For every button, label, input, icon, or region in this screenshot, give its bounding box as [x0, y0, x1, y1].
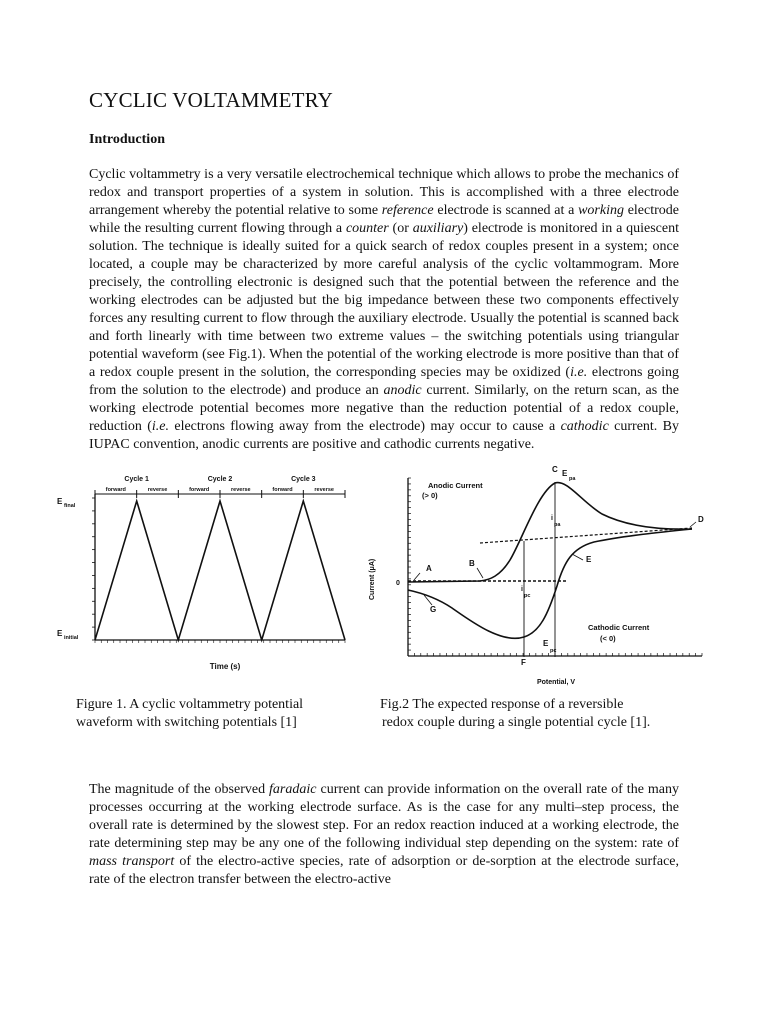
text-run: electrons going from the solution to the electrode) and produce an [89, 365, 680, 398]
faradaic-paragraph [89, 781, 679, 889]
e-initial-subscript: initial [64, 635, 79, 641]
ipa-subscript: pa [554, 522, 561, 528]
direction-label: reverse [231, 487, 251, 493]
italic-term: auxiliary [412, 221, 464, 236]
point-g-label: G [430, 605, 437, 614]
direction-label: forward [105, 487, 126, 493]
epa-label: E [562, 469, 568, 478]
waveform-line [95, 501, 345, 640]
arrow-b [477, 568, 483, 578]
direction-label: reverse [147, 487, 168, 493]
figure2-caption-line1: Fig.2 The expected response of a reversible [380, 697, 624, 712]
point-a-label: A [426, 564, 432, 573]
cycle-label: Cycle 1 [124, 476, 149, 483]
figure2-caption [380, 696, 680, 732]
text-run: ) electrode is monitored in a quiescent solution. The technique is ideally suited for a quick search of redox couples present in a system; once located, a couple may be characterized by more careful analysis of the cyclic voltammogram. More precisely, the controlling electronic is designed such that the potential between the reference and the working electrodes can be adjusted but the big impedance between these two components effectively forces any resulting current to flow through the auxiliary electrode. Usually the potential is scanned back and forth linearly with time between two extreme values – the switching potentials using triangular potential waveform (see Fig.1). When the potential of the working electrode is more positive than that of a redox couple present in the solution, the corresponding species may be oxidized ( [89, 221, 679, 380]
italic-term: anodic [383, 383, 422, 398]
figure2-caption-line2: redox couple during a single potential cycle [1]. [382, 715, 651, 730]
intro-paragraph [89, 166, 679, 454]
text-run: The magnitude of the observed [89, 782, 270, 797]
zero-label: 0 [396, 580, 400, 587]
direction-label: forward [189, 487, 210, 493]
direction-label: forward [272, 487, 293, 493]
cathodic-sign-label: (< 0) [600, 634, 616, 643]
point-b-label: B [469, 559, 475, 568]
cycle-label: Cycle 2 [207, 476, 233, 483]
text-run: electrode while the resulting current flowing through a [89, 203, 679, 236]
point-e-label: E [586, 555, 592, 564]
anodic-sign-label: (> 0) [422, 491, 438, 500]
epa-subscript: pa [569, 476, 576, 482]
text-run: current. Similarly, on the return scan, as the working electrode potential becomes more negative than the reduction potential of a redox couple, reduction ( [89, 383, 680, 434]
anodic-current-label: Anodic Current [428, 481, 483, 490]
section-heading: Introduction [89, 132, 165, 147]
cathodic-scan-curve [408, 529, 692, 638]
figure1-caption: Figure 1. A cyclic voltammetry potential waveform with switching potentials [1] [76, 697, 304, 730]
italic-term: faradaic [269, 782, 317, 797]
figure2-voltammogram-chart [362, 462, 714, 690]
e-initial-label: E [57, 629, 63, 638]
italic-term: cathodic [560, 419, 609, 434]
x-axis-label: Time (s) [209, 662, 241, 671]
italic-term: mass transport [89, 854, 175, 869]
text-run: current. By IUPAC convention, anodic currents are positive and cathodic currents negative. [89, 419, 679, 452]
italic-term: counter [345, 221, 389, 236]
ipc-label: i [521, 586, 523, 593]
text-run: (or [388, 221, 413, 236]
point-c-label: C [552, 465, 558, 474]
italic-term: i.e. [570, 365, 588, 380]
figure1-waveform-chart [55, 466, 355, 681]
y-axis-label: Current (μA) [369, 558, 376, 600]
x-axis-label: Potential, V [536, 679, 576, 686]
anodic-scan-curve [408, 483, 692, 582]
text-run: electrode is scanned at a [433, 203, 579, 218]
arrow-e [572, 554, 583, 560]
text-run: Cyclic voltammetry is a very versatile electrochemical technique which allows to probe the mechanics of redox and transport properties of a system in solution. This is accomplished with a three electrode arrangement whereby the potential relative to some [89, 167, 679, 218]
text-run: current can provide information on the overall rate of the many processes occurring at the working electrode surface. As is the case for any multi–step process, the overall rate is determined by the slowest step. For an redox reaction induced at a working electrode, the rate determining step may be any one of the following individual step depending on the system: rate of [89, 782, 679, 851]
ipc-subscript: pc [524, 593, 531, 599]
epc-subscript: pc [550, 648, 557, 654]
arrow-a [414, 573, 420, 580]
ipa-label: i [551, 515, 553, 522]
arrow-d [690, 522, 696, 527]
text-run: electrons flowing away from the electrode) may occur to cause a [169, 419, 561, 434]
text-run: of the electro-active species, rate of adsorption or de-sorption at the electrode surface, rate of the electron transfer between the electro-active [89, 854, 679, 887]
cycle-label: Cycle 3 [291, 476, 316, 483]
e-final-label: E [57, 497, 63, 506]
point-d-label: D [698, 515, 704, 524]
page-title: CYCLIC VOLTAMMETRY [89, 88, 334, 112]
anodic-baseline [480, 528, 692, 543]
italic-term: i.e. [151, 419, 169, 434]
direction-label: reverse [314, 487, 334, 493]
e-final-subscript: final [64, 503, 76, 509]
epc-label: E [543, 639, 549, 648]
italic-term: working [578, 203, 624, 218]
italic-term: reference [381, 203, 434, 218]
cathodic-current-label: Cathodic Current [588, 623, 650, 632]
point-f-label: F [521, 658, 526, 667]
